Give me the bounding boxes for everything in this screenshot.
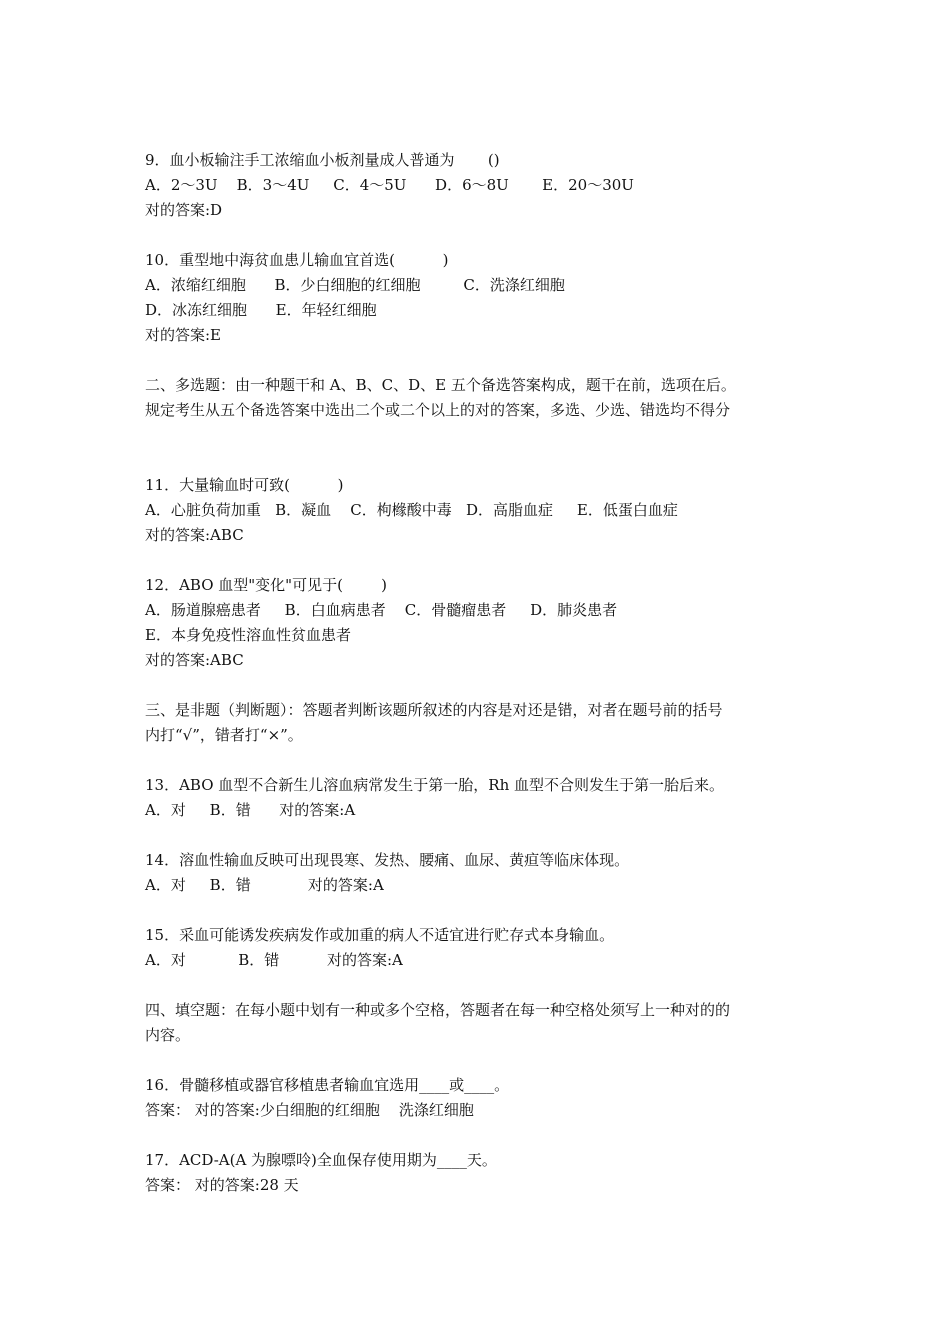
question-options: A．对 B．错 对的答案:A (145, 801, 356, 819)
spacer (145, 223, 815, 248)
question-answer: 对的答案:E (145, 326, 222, 344)
spacer (145, 548, 815, 573)
question-answer: 对的答案:ABC (145, 526, 244, 544)
section-text: 内打“√”，错者打“×”。 (145, 726, 303, 744)
spacer (145, 1048, 815, 1073)
question-stem: 14．溶血性输血反映可出现畏寒、发热、腰痛、血尿、黄疸等临床体现。 (145, 851, 630, 869)
spacer (145, 823, 815, 848)
document-page (145, 148, 815, 1198)
section-true-false-intro (145, 698, 815, 748)
section-text: 内容。 (145, 1026, 191, 1044)
question-options: A．对 B．错 对的答案:A (145, 876, 384, 894)
question-15 (145, 923, 815, 973)
section-text: 规定考生从五个备选答案中选出二个或二个以上的对的答案，多选、少选、错选均不得分 (145, 401, 731, 419)
question-options: D．冰冻红细胞 E．年轻红细胞 (145, 301, 377, 319)
spacer (145, 423, 815, 473)
question-stem: 17．ACD-A(A 为腺嘌呤)全血保存使用期为____天。 (145, 1151, 497, 1169)
question-13 (145, 773, 815, 823)
section-fill-blank-intro (145, 998, 815, 1048)
spacer (145, 348, 815, 373)
spacer (145, 673, 815, 698)
question-options: A．2～3U B．3～4U C．4～5U D．6～8U E．20～30U (145, 176, 634, 194)
question-options: A．对 B．错 对的答案:A (145, 951, 403, 969)
question-options: A．心脏负荷加重 B．凝血 C．枸橼酸中毒 D．高脂血症 E．低蛋白血症 (145, 501, 678, 519)
question-9 (145, 148, 815, 223)
question-stem: 15．采血可能诱发疾病发作或加重的病人不适宜进行贮存式本身输血。 (145, 926, 615, 944)
section-text: 二、多选题：由一种题干和 A、B、C、D、E 五个备选答案构成，题干在前，选项在后。 (145, 376, 736, 394)
spacer (145, 748, 815, 773)
question-stem: 9．血小板输注手工浓缩血小板剂量成人普通为 () (145, 151, 500, 169)
section-multiple-choice-intro (145, 373, 815, 423)
spacer (145, 898, 815, 923)
question-14 (145, 848, 815, 898)
question-options: A．浓缩红细胞 B．少白细胞的红细胞 C．洗涤红细胞 (145, 276, 565, 294)
question-10 (145, 248, 815, 348)
spacer (145, 1123, 815, 1148)
spacer (145, 973, 815, 998)
question-answer: 答案： 对的答案:28 天 (145, 1176, 299, 1194)
question-stem: 13．ABO 血型不合新生儿溶血病常发生于第一胎，Rh 血型不合则发生于第一胎后来。 (145, 776, 725, 794)
question-stem: 16．骨髓移植或器官移植患者输血宜选用____或____。 (145, 1076, 510, 1094)
question-options: A．肠道腺癌患者 B．白血病患者 C．骨髓瘤患者 D．肺炎患者 (145, 601, 618, 619)
question-stem: 10．重型地中海贫血患儿输血宜首选( ) (145, 251, 449, 269)
question-answer: 答案： 对的答案:少白细胞的红细胞 洗涤红细胞 (145, 1101, 474, 1119)
section-text: 三、是非题（判断题）：答题者判断该题所叙述的内容是对还是错，对者在题号前的括号 (145, 701, 723, 719)
question-answer: 对的答案:ABC (145, 651, 244, 669)
section-text: 四、填空题：在每小题中划有一种或多个空格，答题者在每一种空格处须写上一种对的的 (145, 1001, 731, 1019)
question-options: E．本身免疫性溶血性贫血患者 (145, 626, 351, 644)
question-11 (145, 473, 815, 548)
question-12 (145, 573, 815, 673)
question-17 (145, 1148, 815, 1198)
question-stem: 12．ABO 血型"变化"可见于( ) (145, 576, 387, 594)
question-stem: 11．大量输血时可致( ) (145, 476, 344, 494)
question-answer: 对的答案:D (145, 201, 223, 219)
question-16 (145, 1073, 815, 1123)
